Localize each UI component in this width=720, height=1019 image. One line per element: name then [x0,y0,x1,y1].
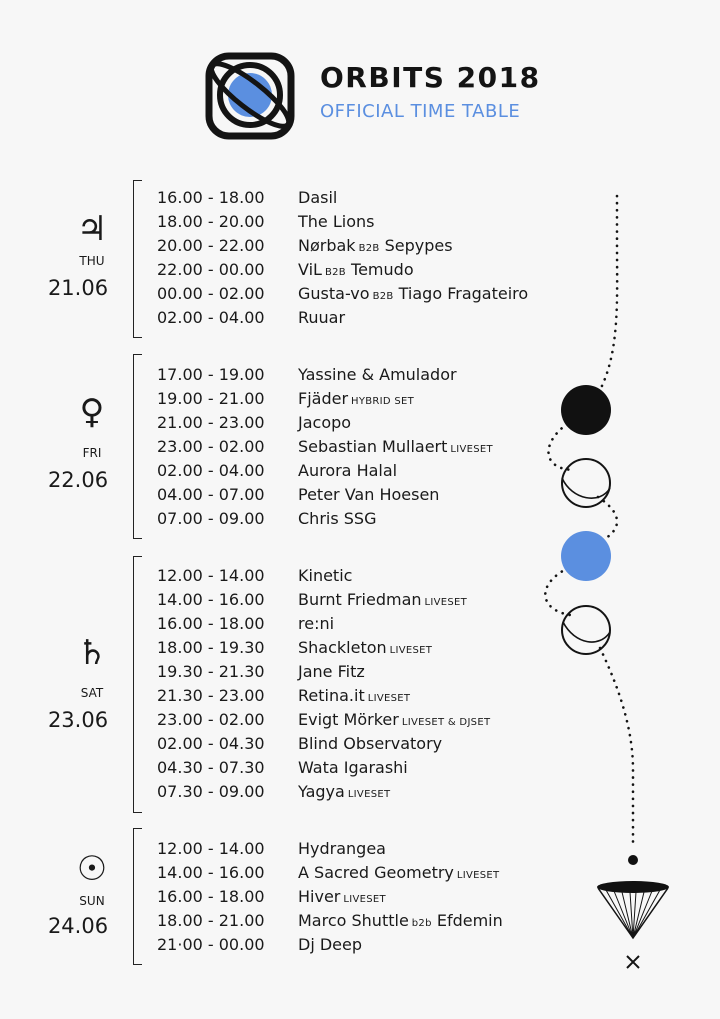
slot-artist: Evigt Mörker LIVESET & DJSET [298,710,491,729]
slot-artist: Peter Van Hoesen [298,485,440,504]
schedule-row [0,861,600,885]
jupiter-icon: ♃ [76,209,108,249]
slot-tag: b2b [411,918,432,929]
slot-tag: LIVESET & DJSET [401,717,491,728]
schedule-row [0,387,600,411]
slot-artist: Marco Shuttle b2b Efdemin [298,911,503,930]
slot-time: 18.00 - 19.30 [157,638,265,657]
schedule-row [0,282,600,306]
schedule-row [0,588,600,612]
slot-tag: B2B [372,291,394,302]
day-date: 22.06 [47,468,109,492]
day-date: 23.06 [47,708,109,732]
slot-tag: B2B [358,243,380,254]
slot-time: 18.00 - 20.00 [157,212,265,231]
slot-time: 16.00 - 18.00 [157,614,265,633]
slot-tag: LIVESET [450,444,493,455]
slot-time: 07.30 - 09.00 [157,782,265,801]
slot-time: 02.00 - 04.30 [157,734,265,753]
day-name: THU [79,254,105,268]
schedule-row [0,186,600,210]
slot-tag: B2B [324,267,346,278]
day-date: 24.06 [47,914,109,938]
day-name: SUN [79,894,105,908]
slot-artist: Dj Deep [298,935,363,954]
slot-artist: Kinetic [298,566,353,585]
slot-artist: Retina.it LIVESET [298,686,411,705]
outline-planet-icon [562,459,610,507]
slot-artist: re:ni [298,614,335,633]
schedule-row [0,234,600,258]
slot-time: 20.00 - 22.00 [157,236,265,255]
slot-artist: Yagya LIVESET [298,782,391,801]
schedule-row [0,459,600,483]
slot-time: 21.00 - 23.00 [157,413,265,432]
slot-time: 19.00 - 21.00 [157,389,265,408]
schedule-row [0,909,600,933]
slot-time: 00.00 - 02.00 [157,284,265,303]
slot-artist: Chris SSG [298,509,377,528]
schedule-row [0,837,600,861]
slot-time: 17.00 - 19.00 [157,365,265,384]
schedule-row [0,306,600,330]
slot-tag: LIVESET [389,645,433,656]
schedule-row [0,885,600,909]
slot-time: 21.30 - 23.00 [157,686,265,705]
slot-time: 04.30 - 07.30 [157,758,265,777]
slot-time: 23.00 - 02.00 [157,437,265,456]
slot-artist: Jacopo [298,413,352,432]
sun-icon: ☉ [76,849,108,889]
slot-artist: Blind Observatory [298,734,443,753]
orbit-logo-icon [205,50,295,140]
slot-time: 16.00 - 18.00 [157,887,265,906]
schedule-row [0,684,600,708]
slot-artist: Ruuar [298,308,346,327]
slot-artist: A Sacred Geometry LIVESET [298,863,500,882]
slot-artist: Yassine & Amulador [298,365,457,384]
schedule-row [0,612,600,636]
slot-artist: Aurora Halal [298,461,398,480]
slot-artist: The Lions [298,212,375,231]
saturn-icon: ♄ [76,633,108,673]
slot-tag: LIVESET [456,870,500,881]
slot-artist: Jane Fitz [298,662,365,681]
slot-tag: LIVESET [424,597,468,608]
dotted-orbit-path [530,180,690,980]
slot-artist: Gusta-vo B2B Tiago Fragateiro [298,284,529,303]
schedule-row [0,660,600,684]
slot-time: 14.00 - 16.00 [157,590,265,609]
slot-artist: Hiver LIVESET [298,887,386,906]
slot-time: 12.00 - 14.00 [157,839,265,858]
slot-time: 23.00 - 02.00 [157,710,265,729]
black-planet-icon [561,385,611,435]
slot-time: 12.00 - 14.00 [157,566,265,585]
slot-tag: LIVESET [347,789,391,800]
schedule-row [0,363,600,387]
schedule-row [0,933,600,957]
funnel-icon [597,881,669,938]
day-date: 21.06 [47,276,109,300]
slot-artist: Wata Igarashi [298,758,408,777]
slot-artist: Sebastian Mullaert LIVESET [298,437,493,456]
page-title: ORBITS 2018 [320,61,541,94]
slot-artist: ViL B2B Temudo [298,260,414,279]
schedule-row [0,435,600,459]
page-subtitle: OFFICIAL TIME TABLE [320,101,521,122]
slot-artist: Fjäder HYBRID SET [298,389,415,408]
schedule-row [0,258,600,282]
schedule-row [0,483,600,507]
schedule-row [0,210,600,234]
slot-time: 02.00 - 04.00 [157,308,265,327]
slot-time: 04.00 - 07.00 [157,485,265,504]
slot-artist: Shackleton LIVESET [298,638,433,657]
schedule-row [0,780,600,804]
schedule-row [0,756,600,780]
schedule-row [0,636,600,660]
slot-artist: Hydrangea [298,839,386,858]
day-name: SAT [80,686,104,700]
slot-time: 18.00 - 21.00 [157,911,265,930]
schedule-row [0,564,600,588]
slot-time: 07.00 - 09.00 [157,509,265,528]
venus-icon: ♀ [79,392,105,432]
schedule-row [0,708,600,732]
slot-artist: Burnt Friedman LIVESET [298,590,468,609]
slot-time: 14.00 - 16.00 [157,863,265,882]
slot-time: 02.00 - 04.00 [157,461,265,480]
schedule-row [0,732,600,756]
day-name: FRI [82,446,102,460]
slot-tag: LIVESET [367,693,411,704]
cross-icon [627,956,639,968]
slot-artist: Dasil [298,188,338,207]
slot-tag: HYBRID SET [351,396,415,407]
slot-time: 21·00 - 00.00 [157,935,265,954]
slot-time: 22.00 - 00.00 [157,260,265,279]
blue-planet-icon [561,531,611,581]
schedule-row [0,411,600,435]
slot-time: 16.00 - 18.00 [157,188,265,207]
schedule-row [0,507,600,531]
slot-tag: LIVESET [343,894,386,905]
slot-time: 19.30 - 21.30 [157,662,265,681]
outline-planet-icon [562,606,610,654]
slot-artist: Nørbak B2B Sepypes [298,236,453,255]
